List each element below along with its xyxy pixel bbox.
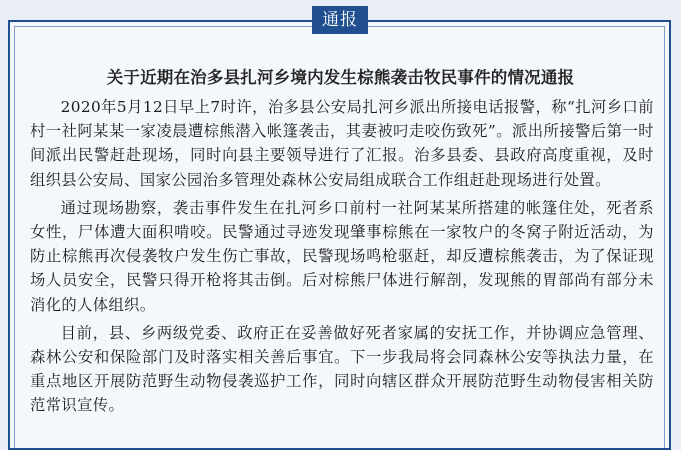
document-title: 关于近期在治多县扎河乡境内发生棕熊袭击牧民事件的情况通报 [106, 68, 575, 87]
document-body [30, 95, 654, 420]
paragraph-1: 2020年5月12日早上7时许，治多县公安局扎河乡派出所接电话报警，称“扎河乡口前村一社阿某某一家凌晨遭棕熊潜入帐篷袭击，其妻被叼走咬伤致死”。派出所接警后第一时间派出民警赶赴现场，同时向县主要领导进行了汇报。治多县委、县政府高度重视，及时组织县公安局、国家公园治多管理处森林公安局组成联合工作组赶赴现场进行处置。 [30, 98, 654, 189]
notice-tag: 通报 [312, 6, 368, 34]
paragraph-3: 目前，县、乡两级党委、政府正在妥善做好死者家属的安抚工作，并协调应急管理、森林公安和保险部门及时落实相关善后事宜。下一步我局将会同森林公安等执法力量，在重点地区开展防范野生动物侵袭巡护工作，同时向辖区群众开展防范野生动物侵害相关防范常识宣传。 [30, 323, 654, 415]
paragraph-2: 通过现场勘察，袭击事件发生在扎河乡口前村一社阿某某所搭建的帐篷住处，死者系女性，尸体遭大面积啃咬。民警通过寻迹发现肇事棕熊在一家牧户的冬窝子附近活动，为防止棕熊再次侵袭牧户发生伤亡事故，民警现场鸣枪驱赶，却反遭棕熊袭击，为了保证现场人员安全，民警只得开枪将其击倒。后对棕熊尸体进行解剖，发现熊的胃部尚有部分未消化的人体组织。 [30, 198, 654, 314]
